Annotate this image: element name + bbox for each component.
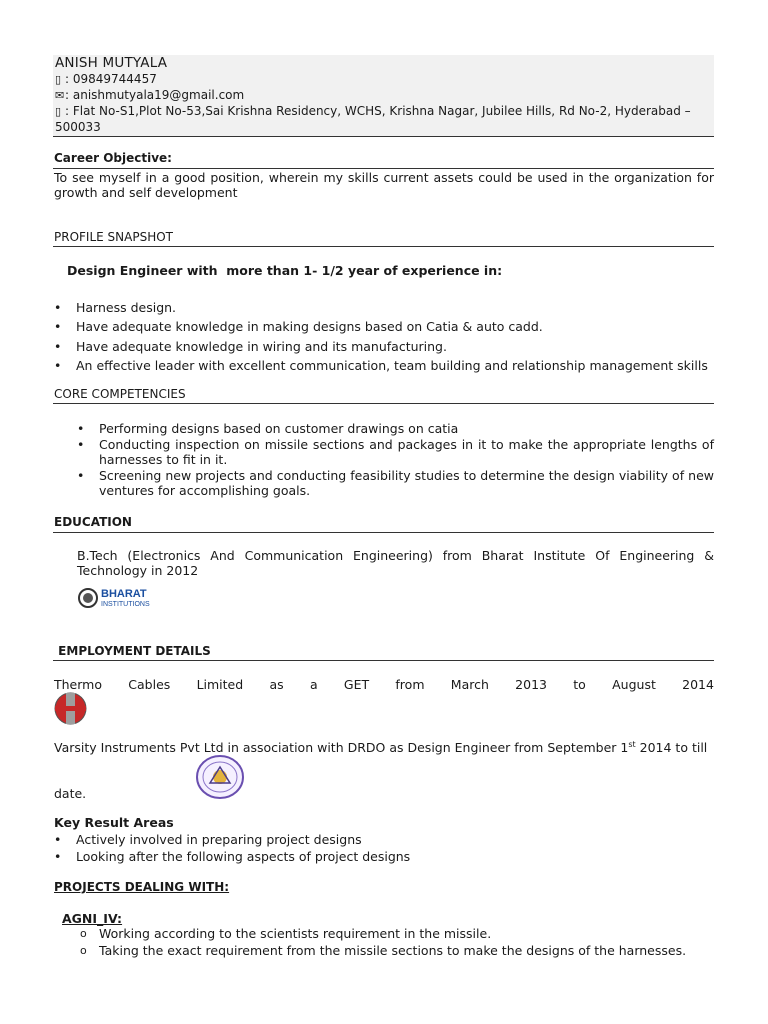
bharat-logo-graphic: [77, 584, 171, 612]
kra-list: [54, 832, 714, 865]
career-objective-text: To see myself in a good position, wherein my skills current assets could be used in the organization for growth and self development: [54, 170, 714, 200]
job2-line: [54, 740, 716, 755]
bharat-logo: [77, 584, 171, 612]
list-item: • Actively involved in preparing project designs: [54, 832, 714, 849]
drdo-logo: [196, 755, 244, 799]
address-text: : Flat No-S1,Plot No-53,Sai Krishna Residency, WCHS, Krishna Nagar, Jubilee Hills, Rd No-2, Hyderabad –: [65, 104, 691, 118]
candidate-name: ANISH MUTYALA: [55, 55, 168, 71]
list-item: • Conducting inspection on missile sections and packages in it to make the appropriate lengths of harnesses to fit in it.: [77, 437, 714, 467]
job1-word: from: [395, 677, 425, 692]
education-text: B.Tech (Electronics And Communication Engineering) from Bharat Institute Of Engineering & Technology in 2012: [77, 548, 714, 578]
career-objective-title: Career Objective:: [54, 151, 172, 165]
job1-word: as: [269, 677, 284, 692]
list-item: o Taking the exact requirement from the missile sections to make the designs of the harnesses.: [77, 943, 714, 960]
job2-sup: st: [628, 740, 636, 749]
logo-sub-text: INSTITUTIONS: [101, 601, 150, 608]
job1-word: 2014: [682, 677, 714, 692]
job1-word: 2013: [515, 677, 547, 692]
thermo-cables-logo: [54, 692, 87, 725]
email-line: [55, 87, 244, 104]
job1-word: August: [612, 677, 656, 692]
location-icon: ▯: [55, 105, 62, 118]
list-item: • Performing designs based on customer drawings on catia: [77, 421, 714, 436]
core-competencies-title: CORE COMPETENCIES: [54, 387, 186, 401]
job1-word: to: [573, 677, 586, 692]
list-item: • An effective leader with excellent communication, team building and relationship management skills: [54, 356, 714, 375]
email-text: : anishmutyala19@gmail.com: [65, 88, 245, 102]
kra-title: Key Result Areas: [54, 815, 174, 830]
profile-list: [54, 298, 714, 375]
job1-word: Thermo: [54, 677, 102, 692]
list-item: o Working according to the scientists requirement in the missile.: [77, 926, 714, 943]
envelope-icon: ✉: [55, 89, 65, 102]
job2-suffix: 2014 to till: [635, 740, 708, 756]
education-title: EDUCATION: [54, 515, 132, 529]
agni-iv-title: AGNI_IV:: [62, 911, 123, 926]
address-zip: 500033: [55, 120, 101, 134]
agni-list: [77, 926, 714, 959]
core-list: [77, 421, 714, 498]
core-competencies-divider: [53, 403, 714, 404]
list-item: • Screening new projects and conducting feasibility studies to determine the design viability of new ventures for accomplishing goals.: [77, 468, 714, 498]
education-divider: [53, 532, 714, 533]
job1-word: Limited: [196, 677, 244, 692]
job1-line: [54, 677, 714, 692]
projects-title: PROJECTS DEALING WITH:: [54, 880, 230, 894]
profile-snapshot-title: PROFILE SNAPSHOT: [54, 230, 173, 244]
job1-word: Cables: [128, 677, 171, 692]
phone-text: : 09849744457: [65, 72, 157, 86]
phone-icon: ▯: [55, 73, 62, 86]
career-objective-divider: [53, 168, 714, 169]
employment-title: EMPLOYMENT DETAILS: [54, 644, 211, 658]
job2-text: Varsity Instruments Pvt Ltd in association with DRDO as Design Engineer from September 1: [54, 740, 629, 756]
list-item: • Harness design.: [54, 298, 714, 317]
job2-end: date.: [54, 786, 87, 801]
profile-subtitle: Design Engineer with more than 1- 1/2 year of experience in:: [67, 263, 503, 278]
phone-line: [55, 71, 157, 88]
profile-snapshot-divider: [53, 246, 714, 247]
job1-word: March: [450, 677, 489, 692]
employment-divider: [53, 660, 714, 661]
list-item: • Have adequate knowledge in wiring and its manufacturing.: [54, 337, 714, 356]
logo-main-text: BHARAT: [101, 588, 147, 600]
list-item: • Looking after the following aspects of project designs: [54, 849, 714, 866]
job1-word: GET: [343, 677, 370, 692]
address-line: [55, 103, 691, 120]
list-item: • Have adequate knowledge in making designs based on Catia & auto cadd.: [54, 317, 714, 336]
job1-word: a: [309, 677, 318, 692]
header-divider: [53, 136, 714, 137]
